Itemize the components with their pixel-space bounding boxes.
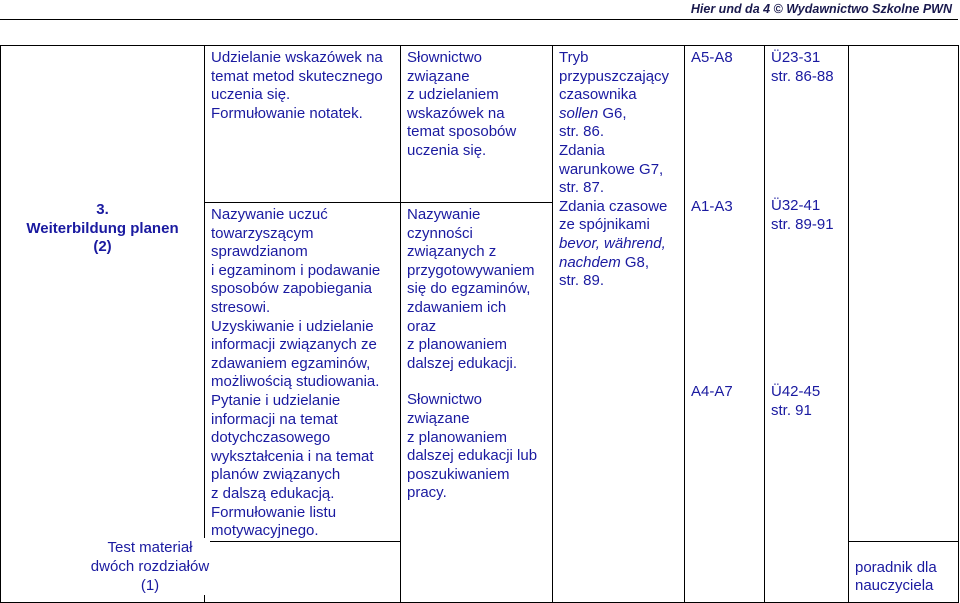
teacher-cell <box>849 541 959 602</box>
ab-ref-2: Ü32-41 str. 89-91 <box>771 197 834 233</box>
unit-title: Weiterbildung planen (2) <box>26 219 179 256</box>
ab-ref-3: Ü42-45 str. 91 <box>771 383 821 419</box>
vocab-cell-1 <box>401 46 553 203</box>
vocab-cell-2 <box>401 203 553 603</box>
kb-cell <box>685 46 765 603</box>
grammar-item-3: Zdania czasowe ze spójnikami bevor, während, nachdem G8, str. 89. <box>559 197 668 290</box>
ab-ref-1: Ü23-31 str. 86-88 <box>771 49 834 85</box>
ab-cell <box>765 46 849 603</box>
vocab-text-1: Słownictwo związane z udzielaniem wskazówek na temat sposobów uczenia się. <box>407 49 517 159</box>
goals-cell-3 <box>205 541 401 602</box>
grammar-item-2: Zdania warunkowe G7, str. 87. <box>559 141 664 197</box>
vocab-text-3: Słownictwo związane z planowaniem dalszej edukacji lub poszukiwaniem pracy. <box>407 391 538 502</box>
kb-ref-3: A4-A7 <box>691 383 733 401</box>
header-rule <box>0 19 958 20</box>
grammar-item-1: Tryb przypuszczający czasownika sollen G6, str. 86. <box>559 49 670 141</box>
empty-cell <box>849 46 959 542</box>
lesson-plan-table <box>0 45 959 603</box>
teacher-text: poradnik dla nauczyciela <box>855 558 937 595</box>
kb-ref-1: A5-A8 <box>691 49 733 66</box>
vocab-text-2: Nazywanie czynności związanych z przygotowywaniem się do egzaminów, zdawaniem ich oraz z planowaniem dalszej edukacji. <box>407 206 535 372</box>
grammar-cell <box>553 46 685 603</box>
unit-cell <box>1 46 205 603</box>
kb-ref-2: A1-A3 <box>691 197 733 215</box>
goal-text-1: Udzielanie wskazówek na temat metod skutecznego uczenia się. Formułowanie notatek. <box>211 49 383 122</box>
test-label: Test materiał dwóch rozdziałów (1) <box>90 539 210 594</box>
goals-cell-2 <box>205 203 401 542</box>
goals-cell-1 <box>205 46 401 203</box>
unit-number: 3. <box>96 201 109 218</box>
page-header: Hier und da 4 © Wydawnictwo Szkolne PWN <box>690 2 952 16</box>
goal-text-2: Nazywanie uczuć towarzyszącym sprawdzianom i egzaminom i podawanie sposobów zapobiegania stresowi. Uzyskiwanie i udzielanie informacji związanych ze zdawaniem egzaminów, możliwością studiowania. Pytanie i udzielanie informacji na temat dotychczasowego wykształcenia i na temat planów związanych z dalszą edukacją. Formułowanie listu motywacyjnego. <box>211 206 381 540</box>
